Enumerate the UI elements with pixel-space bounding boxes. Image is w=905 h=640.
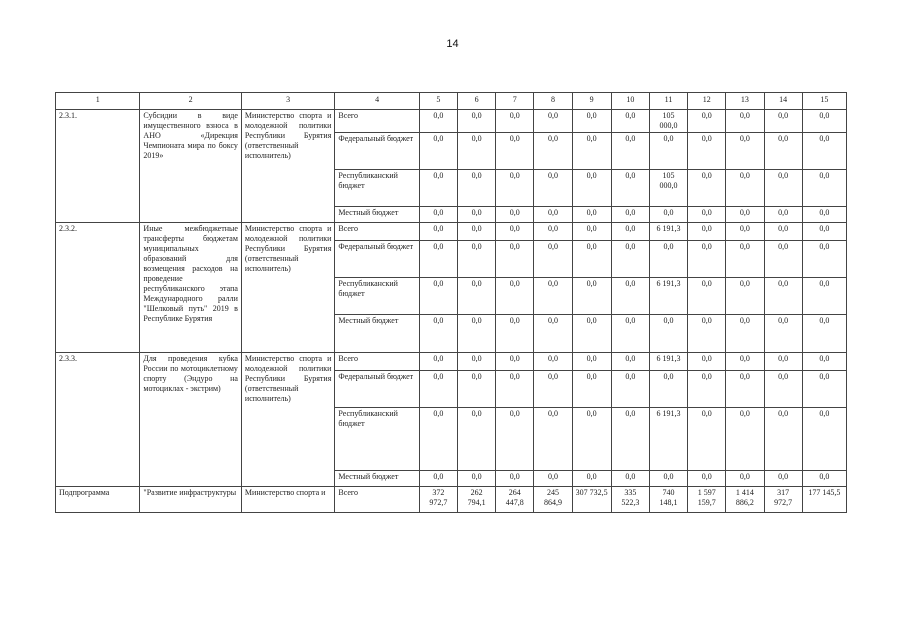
amount-cell: 0,0 xyxy=(534,133,572,170)
amount-cell: 0,0 xyxy=(611,408,649,471)
amount-cell: 0,0 xyxy=(688,471,726,487)
budget-table xyxy=(55,92,847,513)
amount-cell: 0,0 xyxy=(764,207,802,223)
amount-cell: 307 732,5 xyxy=(572,487,611,513)
amount-cell: 0,0 xyxy=(649,315,687,353)
amount-cell: 0,0 xyxy=(802,223,846,241)
amount-cell: 0,0 xyxy=(419,278,457,315)
funding-source: Федеральный бюджет xyxy=(335,133,419,170)
header-cell: 5 xyxy=(419,93,457,110)
activity-code: 2.3.1. xyxy=(56,110,140,223)
amount-cell: 0,0 xyxy=(419,408,457,471)
amount-cell: 0,0 xyxy=(726,207,764,223)
amount-cell: 0,0 xyxy=(496,408,534,471)
funding-source: Всего xyxy=(335,223,419,241)
amount-cell: 0,0 xyxy=(726,170,764,207)
amount-cell: 0,0 xyxy=(649,133,687,170)
amount-cell: 0,0 xyxy=(496,223,534,241)
amount-cell: 0,0 xyxy=(458,408,496,471)
amount-cell: 0,0 xyxy=(534,315,572,353)
amount-cell: 0,0 xyxy=(534,110,572,133)
amount-cell: 0,0 xyxy=(534,207,572,223)
header-cell: 7 xyxy=(496,93,534,110)
amount-cell: 0,0 xyxy=(458,133,496,170)
amount-cell: 0,0 xyxy=(726,278,764,315)
header-cell: 11 xyxy=(649,93,687,110)
amount-cell: 0,0 xyxy=(802,315,846,353)
header-cell: 3 xyxy=(241,93,334,110)
amount-cell: 0,0 xyxy=(496,170,534,207)
amount-cell: 0,0 xyxy=(764,241,802,278)
header-cell: 13 xyxy=(726,93,764,110)
header-cell: 14 xyxy=(764,93,802,110)
responsible-executor: Министерство спорта и молодежной политики Республики Бурятия (ответственный исполнитель) xyxy=(241,223,334,353)
header-cell: 12 xyxy=(688,93,726,110)
amount-cell: 0,0 xyxy=(419,471,457,487)
amount-cell: 0,0 xyxy=(496,371,534,408)
amount-cell: 6 191,3 xyxy=(649,408,687,471)
subprogram-name: "Развитие инфраструктуры xyxy=(140,487,242,513)
amount-cell: 0,0 xyxy=(802,278,846,315)
amount-cell: 0,0 xyxy=(458,315,496,353)
amount-cell: 0,0 xyxy=(611,315,649,353)
amount-cell: 0,0 xyxy=(572,278,611,315)
amount-cell: 0,0 xyxy=(496,241,534,278)
subprogram-executor: Министерство спорта и xyxy=(241,487,334,513)
amount-cell: 0,0 xyxy=(611,371,649,408)
amount-cell: 0,0 xyxy=(688,241,726,278)
amount-cell: 0,0 xyxy=(534,241,572,278)
activity-name: Иные межбюджетные трансферты бюджетам муниципальных образований для возмещения расходов на проведение республиканского этапа Международного ралли "Шелковый путь" 2019 в Республике Бурятия xyxy=(140,223,242,353)
amount-cell: 0,0 xyxy=(764,408,802,471)
amount-cell: 0,0 xyxy=(419,223,457,241)
amount-cell: 245 864,9 xyxy=(534,487,572,513)
amount-cell: 0,0 xyxy=(688,408,726,471)
amount-cell: 372 972,7 xyxy=(419,487,457,513)
funding-source: Республиканский бюджет xyxy=(335,408,419,471)
amount-cell: 0,0 xyxy=(802,133,846,170)
amount-cell: 0,0 xyxy=(611,241,649,278)
amount-cell: 0,0 xyxy=(764,371,802,408)
amount-cell: 0,0 xyxy=(688,353,726,371)
amount-cell: 0,0 xyxy=(419,241,457,278)
amount-cell: 335 522,3 xyxy=(611,487,649,513)
amount-cell: 0,0 xyxy=(764,353,802,371)
amount-cell: 0,0 xyxy=(802,207,846,223)
amount-cell: 0,0 xyxy=(496,471,534,487)
amount-cell: 0,0 xyxy=(458,223,496,241)
header-cell: 8 xyxy=(534,93,572,110)
amount-cell: 0,0 xyxy=(458,207,496,223)
amount-cell: 0,0 xyxy=(802,110,846,133)
amount-cell: 0,0 xyxy=(572,353,611,371)
amount-cell: 0,0 xyxy=(419,371,457,408)
header-cell: 6 xyxy=(458,93,496,110)
page-number: 14 xyxy=(446,38,459,50)
amount-cell: 0,0 xyxy=(458,353,496,371)
funding-source: Федеральный бюджет xyxy=(335,371,419,408)
amount-cell: 0,0 xyxy=(458,241,496,278)
amount-cell: 0,0 xyxy=(572,241,611,278)
amount-cell: 0,0 xyxy=(572,371,611,408)
activity-code: 2.3.3. xyxy=(56,353,140,487)
funding-source: Федеральный бюджет xyxy=(335,241,419,278)
activity-code: 2.3.2. xyxy=(56,223,140,353)
amount-cell: 1 414 886,2 xyxy=(726,487,764,513)
amount-cell: 0,0 xyxy=(419,315,457,353)
amount-cell: 0,0 xyxy=(802,170,846,207)
funding-source: Всего xyxy=(335,353,419,371)
amount-cell: 0,0 xyxy=(534,223,572,241)
amount-cell: 0,0 xyxy=(534,170,572,207)
amount-cell: 0,0 xyxy=(649,371,687,408)
amount-cell: 177 145,5 xyxy=(802,487,846,513)
header-cell: 15 xyxy=(802,93,846,110)
amount-cell: 0,0 xyxy=(458,278,496,315)
subprogram-code: Подпрограмма xyxy=(56,487,140,513)
amount-cell: 0,0 xyxy=(688,278,726,315)
amount-cell: 0,0 xyxy=(688,207,726,223)
amount-cell: 1 597 159,7 xyxy=(688,487,726,513)
amount-cell: 0,0 xyxy=(764,471,802,487)
activity-name: Субсидии в виде имущественного взноса в АНО «Дирекция Чемпионата мира по боксу 2019» xyxy=(140,110,242,223)
table-row xyxy=(56,110,847,133)
amount-cell: 0,0 xyxy=(458,471,496,487)
amount-cell: 0,0 xyxy=(419,207,457,223)
amount-cell: 0,0 xyxy=(458,371,496,408)
amount-cell: 0,0 xyxy=(458,110,496,133)
amount-cell: 0,0 xyxy=(764,170,802,207)
subprogram-row xyxy=(56,487,847,513)
amount-cell: 0,0 xyxy=(534,371,572,408)
amount-cell: 0,0 xyxy=(726,241,764,278)
header-cell: 2 xyxy=(140,93,242,110)
amount-cell: 6 191,3 xyxy=(649,278,687,315)
amount-cell: 0,0 xyxy=(726,471,764,487)
amount-cell: 0,0 xyxy=(688,110,726,133)
amount-cell: 0,0 xyxy=(764,278,802,315)
amount-cell: 0,0 xyxy=(726,223,764,241)
table-row xyxy=(56,353,847,371)
header-row xyxy=(56,93,847,110)
funding-source: Республиканский бюджет xyxy=(335,278,419,315)
amount-cell: 0,0 xyxy=(764,110,802,133)
amount-cell: 317 972,7 xyxy=(764,487,802,513)
amount-cell: 0,0 xyxy=(496,353,534,371)
amount-cell: 0,0 xyxy=(802,241,846,278)
amount-cell: 0,0 xyxy=(649,207,687,223)
amount-cell: 0,0 xyxy=(726,353,764,371)
responsible-executor: Министерство спорта и молодежной политики Республики Бурятия (ответственный исполнитель) xyxy=(241,110,334,223)
table-row xyxy=(56,223,847,241)
amount-cell: 105 000,0 xyxy=(649,110,687,133)
amount-cell: 105 000,0 xyxy=(649,170,687,207)
funding-source: Местный бюджет xyxy=(335,207,419,223)
funding-source: Республиканский бюджет xyxy=(335,170,419,207)
amount-cell: 0,0 xyxy=(419,110,457,133)
amount-cell: 0,0 xyxy=(611,471,649,487)
header-cell: 4 xyxy=(335,93,419,110)
amount-cell: 0,0 xyxy=(802,353,846,371)
amount-cell: 6 191,3 xyxy=(649,223,687,241)
amount-cell: 0,0 xyxy=(572,170,611,207)
amount-cell: 0,0 xyxy=(611,170,649,207)
amount-cell: 0,0 xyxy=(572,315,611,353)
amount-cell: 0,0 xyxy=(726,315,764,353)
amount-cell: 0,0 xyxy=(688,170,726,207)
activity-name: Для проведения кубка России по мотоциклетному спорту (Эндуро на мотоциклах - экстрим) xyxy=(140,353,242,487)
amount-cell: 0,0 xyxy=(572,471,611,487)
amount-cell: 0,0 xyxy=(726,110,764,133)
amount-cell: 0,0 xyxy=(572,207,611,223)
amount-cell: 0,0 xyxy=(419,353,457,371)
amount-cell: 0,0 xyxy=(572,110,611,133)
amount-cell: 0,0 xyxy=(764,223,802,241)
amount-cell: 0,0 xyxy=(688,371,726,408)
amount-cell: 0,0 xyxy=(611,207,649,223)
amount-cell: 0,0 xyxy=(611,278,649,315)
amount-cell: 0,0 xyxy=(802,471,846,487)
header-cell: 10 xyxy=(611,93,649,110)
amount-cell: 0,0 xyxy=(726,371,764,408)
funding-source: Всего xyxy=(335,110,419,133)
header-cell: 1 xyxy=(56,93,140,110)
amount-cell: 0,0 xyxy=(534,278,572,315)
amount-cell: 0,0 xyxy=(419,170,457,207)
funding-source: Местный бюджет xyxy=(335,471,419,487)
amount-cell: 0,0 xyxy=(764,315,802,353)
amount-cell: 0,0 xyxy=(496,110,534,133)
amount-cell: 0,0 xyxy=(764,133,802,170)
funding-source: Всего xyxy=(335,487,419,513)
header-cell: 9 xyxy=(572,93,611,110)
amount-cell: 0,0 xyxy=(611,110,649,133)
amount-cell: 0,0 xyxy=(688,133,726,170)
funding-source: Местный бюджет xyxy=(335,315,419,353)
amount-cell: 0,0 xyxy=(802,408,846,471)
amount-cell: 0,0 xyxy=(496,315,534,353)
amount-cell: 0,0 xyxy=(611,133,649,170)
amount-cell: 0,0 xyxy=(534,353,572,371)
amount-cell: 0,0 xyxy=(649,241,687,278)
responsible-executor: Министерство спорта и молодежной политики Республики Бурятия (ответственный исполнитель) xyxy=(241,353,334,487)
amount-cell: 0,0 xyxy=(726,133,764,170)
amount-cell: 0,0 xyxy=(802,371,846,408)
amount-cell: 0,0 xyxy=(496,133,534,170)
amount-cell: 6 191,3 xyxy=(649,353,687,371)
amount-cell: 740 148,1 xyxy=(649,487,687,513)
amount-cell: 0,0 xyxy=(572,223,611,241)
amount-cell: 0,0 xyxy=(496,207,534,223)
amount-cell: 0,0 xyxy=(688,315,726,353)
amount-cell: 0,0 xyxy=(496,278,534,315)
amount-cell: 0,0 xyxy=(458,170,496,207)
amount-cell: 0,0 xyxy=(688,223,726,241)
amount-cell: 264 447,8 xyxy=(496,487,534,513)
amount-cell: 0,0 xyxy=(534,408,572,471)
amount-cell: 0,0 xyxy=(572,408,611,471)
amount-cell: 0,0 xyxy=(611,353,649,371)
amount-cell: 0,0 xyxy=(419,133,457,170)
amount-cell: 0,0 xyxy=(726,408,764,471)
amount-cell: 0,0 xyxy=(534,471,572,487)
amount-cell: 0,0 xyxy=(572,133,611,170)
amount-cell: 0,0 xyxy=(649,471,687,487)
amount-cell: 262 794,1 xyxy=(458,487,496,513)
amount-cell: 0,0 xyxy=(611,223,649,241)
